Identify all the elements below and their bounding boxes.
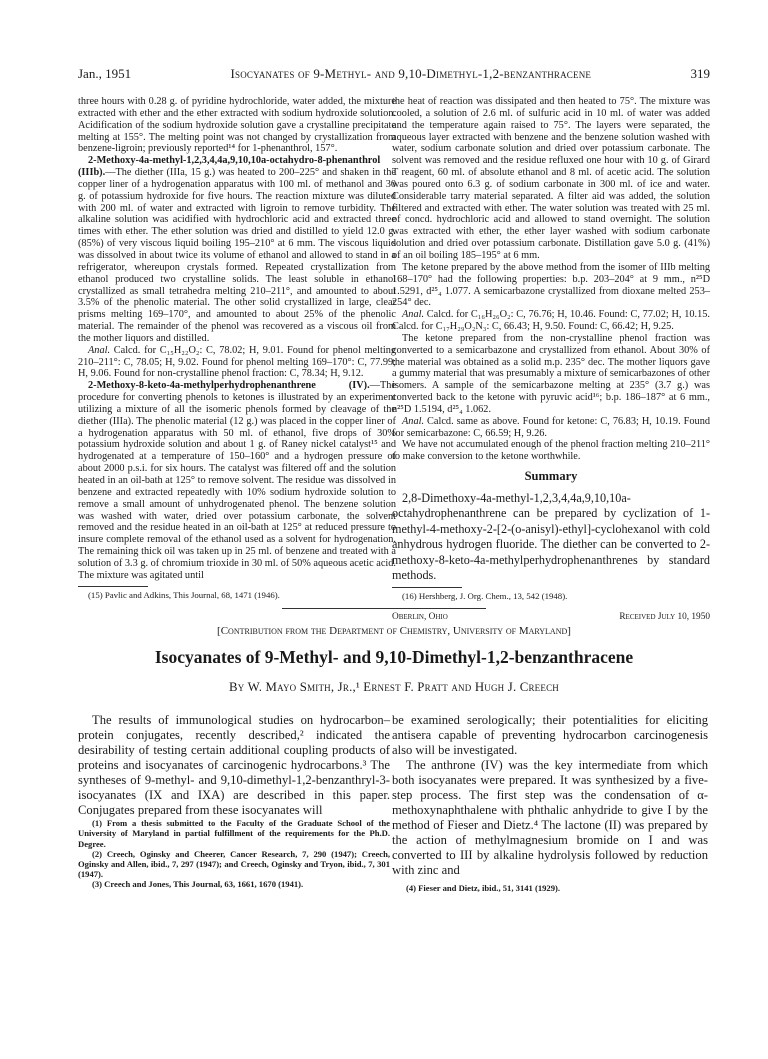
- dateline-received: Received July 10, 1950: [619, 611, 710, 622]
- analysis-label: Anal.: [402, 415, 425, 427]
- paragraph: [78, 155, 396, 345]
- paragraph: The anthrone (IV) was the key intermediate from which both isocyanates were prepared. It was synthesized by a five-step process. The first step was the condensation of α-methoxynaphthalene with phthalic anhydride to give I by the method of Fieser and Dietz.⁴ The lactone (II) was prepared by the action of methylmagnesium bromide on I and was converted to III by alkaline hydrolysis followed by reduction with zinc and: [392, 758, 708, 878]
- right-column: [392, 96, 710, 624]
- compound-heading: 2-Methoxy-8-keto-4a-methylperhydrophenanthrene (IV).: [88, 380, 370, 392]
- dateline-location: Oberlin, Ohio: [392, 611, 448, 622]
- running-head: [78, 66, 710, 84]
- article-left-column: [78, 713, 390, 889]
- footnote: (16) Hershberg, J. Org. Chem., 13, 542 (1948).: [402, 591, 568, 602]
- page-number: 319: [690, 66, 710, 81]
- paragraph: The ketone prepared from the non-crystalline phenol fraction was converted to a semicarbazone and crystallized from ethanol. About 30% of the material was obtained as a solid m.p. 235° dec. The mother liquors gave a gummy material that was presumably a mixture of semicarbazones of other isomers. A sample of the semicarbazone melting at 235° (3.7 g.) was converted back to the ketone with pyruvic acid¹⁶; b.p. 186–187° at 6 mm., n²⁵D 1.5194, d²⁵₄ 1.062.: [392, 332, 710, 415]
- article-title: Isocyanates of 9-Methyl- and 9,10-Dimethyl-1,2-benzanthracene: [154, 647, 634, 667]
- compound-heading: 2-Methoxy-4a-methyl-1,2,3,4,4a,9,10,10a-octahydro-8-phenanthrol (IIIb).: [78, 155, 381, 179]
- footnote-rule: [392, 587, 462, 588]
- contribution-line: [Contribution from the Department of Chemistry, University of Maryland]: [217, 625, 571, 637]
- author-line: By W. Mayo Smith, Jr.,¹ Ernest F. Pratt and Hugh J. Creech: [229, 680, 559, 694]
- footnote: (15) Pavlic and Adkins, This Journal, 68, 1471 (1946).: [88, 589, 280, 600]
- summary-text: 2,8-Dimethoxy-4a-methyl-1,2,3,4,4a,9,10,10a-octahydrophenanthrene can be prepared by cyclization of 1-methyl-4-methoxy-2-[2-(o-anisyl)-ethyl]-cyclohexanol with cold anhydrous hydrogen fluoride. The diether can be converted to 2-methoxy-8-keto-4a-methylperhydrophenanthrenes by standard methods.: [392, 491, 710, 583]
- paragraph: [392, 416, 710, 440]
- paragraph: The results of immunological studies on hydrocarbon–protein conjugates, recently described,² indicated the desirability of testing certain additional coupling products of proteins and isocyanates of carcinogenic hydrocarbons.³ The syntheses of 9-methyl- and 9,10-dimethyl-1,2-benzanthryl-3-isocyanates (IX and IXA) are described in this paper. Conjugates prepared from these isocyanates will: [78, 713, 390, 818]
- section-divider: [282, 608, 486, 609]
- paragraph: [78, 380, 396, 581]
- paragraph: be examined serologically; their potentialities for eliciting antisera capable of preventing hydrocarbon carcinogenesis also will be investigated.: [392, 713, 708, 758]
- article-right-column: [392, 713, 708, 893]
- footnote: (2) Creech, Oginsky and Cheerer, Cancer Research, 7, 290 (1947); Creech, Oginsky and Allen, ibid., 7, 297 (1947); and Creech, Oginsky and Tryon, ibid., 7, 301 (1947).: [78, 848, 390, 879]
- paragraph: We have not accumulated enough of the phenol fraction melting 210–211° to make conversion to the ketone worthwhile.: [392, 439, 710, 463]
- footnote: (4) Fieser and Dietz, ibid., 51, 3141 (1929).: [406, 882, 561, 893]
- paragraph: The ketone prepared by the above method from the isomer of IIIb melting 168–170° had the following properties: b.p. 203–204° at 9 mm., n²⁵D 1.5291, d²⁵₄ 1.077. A semicarbazone crystallized from dioxane melted 253–254° dec.: [392, 261, 710, 309]
- paragraph: [392, 309, 710, 333]
- paragraph-text: Calcd. for C₁₆H₂₆O₂: C, 76.76; H, 10.46. Found: C, 77.02; H, 10.15. Calcd. for C₁₇H₂₉O₂N₃: C, 66.43; H, 9.50. Found: C, 66.42; H, 9.25.: [392, 309, 710, 333]
- paragraph-text: Calcd. for C₁₅H₂₂O₂: C, 78.02; H, 9.01. Found for phenol melting 210–211°: C, 78.05; H, 9.02. Found for phenol melting 169–170°: C, 77.99; H, 9.06. Found for non-crystalline phenol fraction: C, 78.34; H, 9.12.: [78, 344, 396, 380]
- footnote-rule: [78, 586, 148, 587]
- paragraph: the heat of reaction was dissipated and then heated to 75°. The mixture was cooled, a solution of 2.6 ml. of sulfuric acid in 10 ml. of water was added and the temperature again raised to 75°. The layers were separated, the aqueous layer extracted with benzene and the benzene solution washed with water, sodium carbonate solution and dried over potassium carbonate. The solvent was removed and the residue refluxed one hour with 10 g. of Girard T reagent, 60 ml. of absolute ethanol and 8 ml. of acetic acid. The solution was poured onto 6.3 g. of sodium carbonate in 300 ml. of ice and water. Considerable tarry material separated. A filter aid was added, the solution filtered and extracted with ether. The water solution was treated with 25 ml. of concd. hydrochloric acid and allowed to stand overnight. The solution was extracted with ether, the ether layer washed with sodium carbonate solution and dried over potassium carbonate. Distillation gave 5.0 g. (41%) of an oil boiling 185–195° at 6 mm.: [392, 96, 710, 261]
- issue-date: Jan., 1951: [78, 66, 132, 81]
- left-column: [78, 96, 396, 600]
- summary-heading: Summary: [524, 469, 578, 484]
- footnote: (3) Creech and Jones, This Journal, 63, 1661, 1670 (1941).: [92, 878, 304, 889]
- paragraph-text: —The diether (IIIa, 15 g.) was heated to 200–225° and shaken in the copper liner of a hydrogenation apparatus with 100 ml. of methanol and 30 g. of potassium hydroxide for five hours. The reaction mixture was diluted with 200 ml. of water and extracted with ligroin to remove turbidity. The alkaline solution was acidified with hydrochloric acid and extracted three times with ether. The ether solution was dried and distilled to yield 12.0 g. (85%) of very viscous liquid boiling 195–210° at 6 mm. The viscous liquid was dissolved in about twice its volume of ethanol and allowed to stand in a refrigerator, whereupon crystals formed. Repeated crystallization from ethanol produced two crystalline solids. The least soluble in ethanol crystallized as small tetrahedra melting 210–211°, and amounted to about 3.5% of the phenolic material. The other solid crystallized in large, clear prisms melting 169–170°, and amounted to about 25% of the phenolic material. The remainder of the phenol was recovered as a viscous oil from the mother liquors and distilled.: [78, 167, 396, 344]
- running-title: Isocyanates of 9-Methyl- and 9,10-Dimethyl-1,2-benzanthracene: [230, 66, 592, 81]
- dateline: [392, 612, 710, 624]
- footnote: (1) From a thesis submitted to the Faculty of the Graduate School of the University of Maryland in partial fulfillment of the requirements for the Ph.D. Degree.: [78, 818, 390, 849]
- paragraph-text: Calcd. same as above. Found for ketone: C, 76.83; H, 10.19. Found for semicarbazone: C, 66.59; H, 9.26.: [392, 415, 710, 439]
- analysis-label: Anal.: [402, 309, 425, 321]
- paragraph-text: —The procedure for converting phenols to ketones is illustrated by an experiment utilizing a mixture of all the isomeric phenols formed by cleavage of the diether (IIIa). The phenolic material (12 g.) was placed in the copper liner of a hydrogenation apparatus with 50 ml. of ethanol, five drops of 30% potassium hydroxide solution and about 1 g. of Raney nickel catalyst¹⁵ and hydrogenated at a temperature of 150–160° and a hydrogen pressure of about 2000 p.s.i. for six hours. The catalyst was filtered off and the solution heated in an oil-bath at 125° to remove solvent. The residue was dissolved in benzene and extracted repeatedly with 10% sodium hydroxide solution to remove a small amount of unhydrogenated phenol. The benzene solution was washed with water, dried over potassium carbonate, the solvent removed and the residue heated in an oil-bath at 125° at reduced pressure to insure complete removal of the ethanol used as a solvent for hydrogenation. The remaining thick oil was taken up in 25 ml. of benzene and treated with a solution of 3.3 g. of chromium trioxide in 30 ml. of 50% aqueous acetic acid. The mixture was agitated until: [78, 380, 396, 581]
- paragraph: [78, 345, 396, 381]
- paragraph: three hours with 0.28 g. of pyridine hydrochloride, water added, the mixture extracted with ether and the ether extracted with sodium hydroxide solution. Acidification of the sodium hydroxide solution gave a crystalline precipitate melting at 155°. The melting point was not changed by crystallization from benzene-ligroin; previously reported¹⁴ for 1-phenanthrol, 157°.: [78, 96, 396, 155]
- analysis-label: Anal.: [88, 344, 111, 356]
